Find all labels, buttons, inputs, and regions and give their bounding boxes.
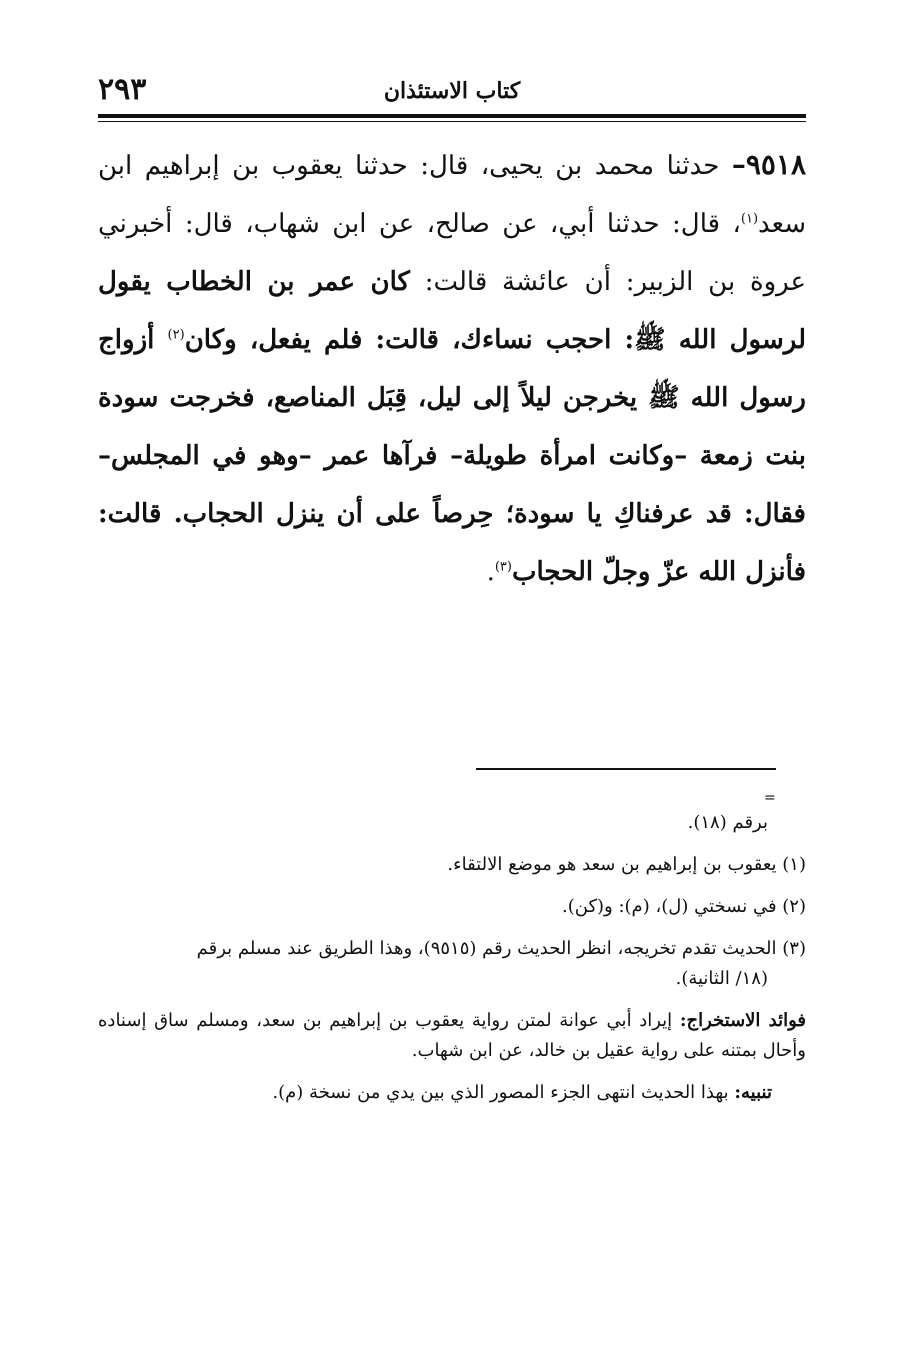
hadith-dash: – <box>731 148 746 181</box>
benefits-text: إيراد أبي عوانة لمتن رواية يعقوب بن إبراهيم بن سعد، ومسلم ساق إسناده وأحال بمتنه على رواية عقيل بن خالد، عن ابن شهاب. <box>98 1010 806 1061</box>
note-label: تنبيه: <box>734 1082 772 1103</box>
note-text: بهذا الحديث انتهى الجزء المصور الذي بين يدي من نسخة (م). <box>272 1082 735 1103</box>
footnote-3 <box>98 934 806 994</box>
footnote-3-line-2: (١٨/ الثانية). <box>675 968 768 989</box>
editor-note <box>98 1078 806 1108</box>
footnote-separator <box>476 768 776 770</box>
footnote-ref-1: (١) <box>740 211 759 227</box>
footnote-1: (١) يعقوب بن إبراهيم بن سعد هو موضع الالتقاء. <box>447 854 806 875</box>
header-rule-thin <box>98 121 806 122</box>
isnad-part-1: حدثنا محمد بن يحيى، قال: حدثنا يعقوب بن إبراهيم ابن سعد <box>98 151 806 239</box>
hadith-number: ٩٥١٨ <box>745 148 806 181</box>
continuation-mark: = <box>764 790 776 806</box>
footnote-ref-2: (٢) <box>167 327 185 343</box>
hadith-end-mark: . <box>486 557 495 587</box>
page-number: ٢٩٣ <box>98 72 147 107</box>
footnote-3-line-1: (٣) الحديث تقدم تخريجه، انظر الحديث رقم (٩٥١٥)، وهذا الطريق عند مسلم برقم <box>196 938 806 959</box>
benefits-label: فوائد الاستخراج: <box>679 1010 806 1031</box>
footnote-2: (٢) في نسختي (ل)، (م): و(كن). <box>562 896 806 917</box>
footnotes <box>98 808 806 1120</box>
page-header <box>98 72 806 116</box>
running-title: كتاب الاستئذان <box>383 78 521 104</box>
footnote-carryover: برقم (١٨). <box>687 812 768 833</box>
hadith-text <box>98 136 806 601</box>
matn-part-2: أزواج رسول الله ﷺ يخرجن ليلاً إلى ليل، قِبَل المناصع، فخرجت سودة بنت زمعة –وكانت امرأة طويلة– فرآها عمر –وهو في المجلس– فقال: قد عرفناكِ يا سودة؛ حِرصاً على أن ينزل الحجاب. قالت: فأنزل الله عزّ وجلّ الحجاب <box>98 325 806 587</box>
extraction-benefits <box>98 1006 806 1066</box>
matn-part-1: كان عمر بن الخطاب يقول لرسول الله ﷺ: احجب نساءك، قالت: فلم يفعل، وكان <box>98 267 806 355</box>
footnote-ref-3: (٣) <box>494 559 512 575</box>
isnad-part-2: ، قال: حدثنا أبي، عن صالح، عن ابن شهاب، قال: أخبرني عروة بن الزبير: أن عائشة قالت: <box>98 209 806 297</box>
header-rule-thick <box>98 114 806 118</box>
